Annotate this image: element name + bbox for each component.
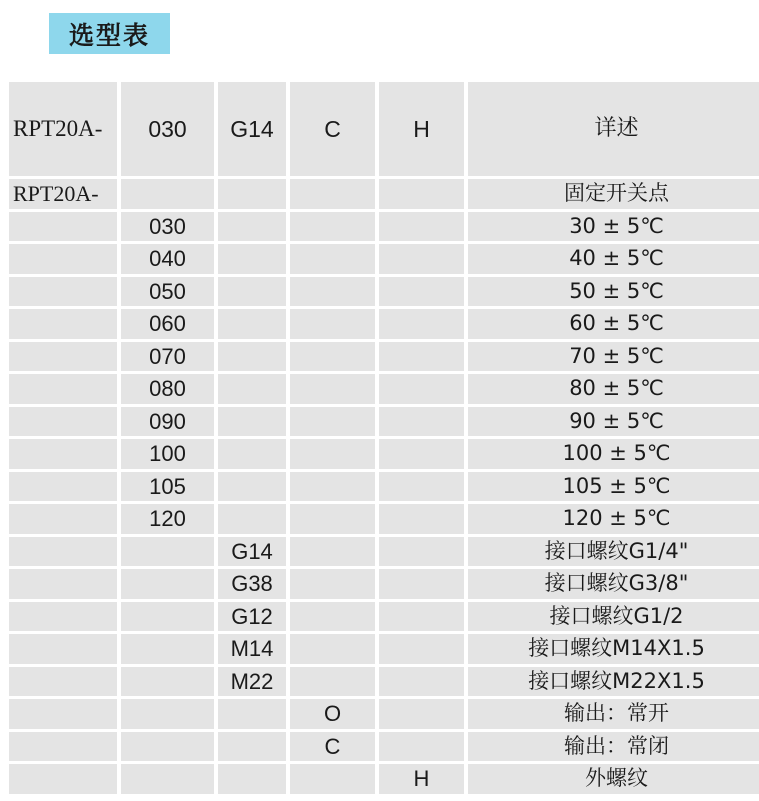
cell-model (9, 732, 117, 762)
cell-mount (379, 472, 464, 502)
cell-description: 输出：常开 (468, 699, 759, 729)
table-row (9, 537, 759, 567)
header-description: 详述 (468, 82, 759, 176)
cell-description: 80 ± 5℃ (468, 374, 759, 404)
cell-temperature (121, 602, 214, 632)
cell-model (9, 602, 117, 632)
cell-mount (379, 439, 464, 469)
cell-temperature: 060 (121, 309, 214, 339)
cell-description: 50 ± 5℃ (468, 277, 759, 307)
cell-contact (290, 537, 375, 567)
cell-description: 105 ± 5℃ (468, 472, 759, 502)
cell-temperature (121, 537, 214, 567)
cell-model (9, 244, 117, 274)
cell-contact (290, 277, 375, 307)
cell-mount (379, 309, 464, 339)
cell-contact (290, 667, 375, 697)
cell-thread (218, 407, 286, 437)
table-row (9, 439, 759, 469)
cell-model: RPT20A- (9, 179, 117, 209)
cell-contact (290, 179, 375, 209)
cell-temperature (121, 179, 214, 209)
cell-model (9, 309, 117, 339)
cell-mount (379, 212, 464, 242)
cell-thread: G38 (218, 569, 286, 599)
cell-description: 输出：常闭 (468, 732, 759, 762)
cell-thread (218, 342, 286, 372)
table-row (9, 179, 759, 209)
cell-contact (290, 569, 375, 599)
cell-description: 接口螺纹M14X1.5 (468, 634, 759, 664)
table-row (9, 472, 759, 502)
cell-contact (290, 212, 375, 242)
cell-mount (379, 244, 464, 274)
cell-description: 30 ± 5℃ (468, 212, 759, 242)
cell-model (9, 277, 117, 307)
cell-mount: H (379, 764, 464, 794)
cell-description: 70 ± 5℃ (468, 342, 759, 372)
cell-contact (290, 634, 375, 664)
cell-contact (290, 342, 375, 372)
header-temperature: 030 (121, 82, 214, 176)
header-contact: C (290, 82, 375, 176)
cell-thread (218, 764, 286, 794)
cell-temperature: 050 (121, 277, 214, 307)
cell-temperature (121, 569, 214, 599)
cell-contact (290, 439, 375, 469)
cell-description: 接口螺纹G1/4" (468, 537, 759, 567)
table-header-row (9, 82, 759, 176)
cell-description: 接口螺纹G3/8" (468, 569, 759, 599)
cell-model (9, 569, 117, 599)
cell-description: 60 ± 5℃ (468, 309, 759, 339)
cell-description: 接口螺纹G1/2 (468, 602, 759, 632)
cell-contact: C (290, 732, 375, 762)
cell-contact: O (290, 699, 375, 729)
table-row (9, 764, 759, 794)
cell-thread (218, 439, 286, 469)
cell-description: 40 ± 5℃ (468, 244, 759, 274)
table-row (9, 212, 759, 242)
table-row (9, 244, 759, 274)
cell-mount (379, 374, 464, 404)
cell-mount (379, 342, 464, 372)
cell-thread (218, 309, 286, 339)
table-row (9, 342, 759, 372)
cell-mount (379, 569, 464, 599)
cell-model (9, 472, 117, 502)
table-row (9, 569, 759, 599)
table-row (9, 374, 759, 404)
cell-model (9, 764, 117, 794)
cell-thread (218, 244, 286, 274)
cell-contact (290, 309, 375, 339)
cell-model (9, 504, 117, 534)
cell-mount (379, 634, 464, 664)
cell-description: 100 ± 5℃ (468, 439, 759, 469)
cell-contact (290, 602, 375, 632)
cell-mount (379, 602, 464, 632)
cell-temperature: 120 (121, 504, 214, 534)
cell-contact (290, 764, 375, 794)
cell-thread: G14 (218, 537, 286, 567)
cell-temperature: 030 (121, 212, 214, 242)
cell-mount (379, 504, 464, 534)
table-row (9, 504, 759, 534)
cell-mount (379, 667, 464, 697)
cell-contact (290, 407, 375, 437)
cell-temperature (121, 764, 214, 794)
cell-description: 固定开关点 (468, 179, 759, 209)
cell-mount (379, 407, 464, 437)
cell-mount (379, 732, 464, 762)
cell-temperature: 070 (121, 342, 214, 372)
cell-model (9, 634, 117, 664)
cell-temperature: 080 (121, 374, 214, 404)
table-row (9, 277, 759, 307)
cell-model (9, 407, 117, 437)
cell-description: 外螺纹 (468, 764, 759, 794)
table-row (9, 407, 759, 437)
cell-mount (379, 179, 464, 209)
cell-thread (218, 212, 286, 242)
cell-thread (218, 472, 286, 502)
cell-temperature (121, 732, 214, 762)
cell-temperature: 105 (121, 472, 214, 502)
cell-thread: G12 (218, 602, 286, 632)
table-row (9, 634, 759, 664)
table-row (9, 732, 759, 762)
cell-temperature: 100 (121, 439, 214, 469)
cell-thread (218, 504, 286, 534)
cell-mount (379, 537, 464, 567)
cell-contact (290, 244, 375, 274)
cell-mount (379, 699, 464, 729)
cell-thread (218, 277, 286, 307)
cell-model (9, 342, 117, 372)
page-title: 选型表 (49, 13, 170, 54)
table-row (9, 602, 759, 632)
cell-contact (290, 374, 375, 404)
cell-thread (218, 699, 286, 729)
cell-model (9, 699, 117, 729)
table-row (9, 699, 759, 729)
header-model: RPT20A- (9, 82, 117, 176)
cell-contact (290, 472, 375, 502)
cell-description: 120 ± 5℃ (468, 504, 759, 534)
table-row (9, 309, 759, 339)
header-thread: G14 (218, 82, 286, 176)
cell-thread (218, 732, 286, 762)
cell-thread (218, 179, 286, 209)
cell-thread (218, 374, 286, 404)
cell-mount (379, 277, 464, 307)
cell-description: 接口螺纹M22X1.5 (468, 667, 759, 697)
cell-description: 90 ± 5℃ (468, 407, 759, 437)
cell-model (9, 439, 117, 469)
cell-temperature: 040 (121, 244, 214, 274)
header-mount: H (379, 82, 464, 176)
cell-contact (290, 504, 375, 534)
cell-thread: M14 (218, 634, 286, 664)
cell-temperature: 090 (121, 407, 214, 437)
table-row (9, 667, 759, 697)
cell-temperature (121, 699, 214, 729)
cell-temperature (121, 634, 214, 664)
cell-model (9, 212, 117, 242)
cell-temperature (121, 667, 214, 697)
cell-thread: M22 (218, 667, 286, 697)
cell-model (9, 374, 117, 404)
cell-model (9, 537, 117, 567)
cell-model (9, 667, 117, 697)
selection-table (5, 79, 759, 797)
